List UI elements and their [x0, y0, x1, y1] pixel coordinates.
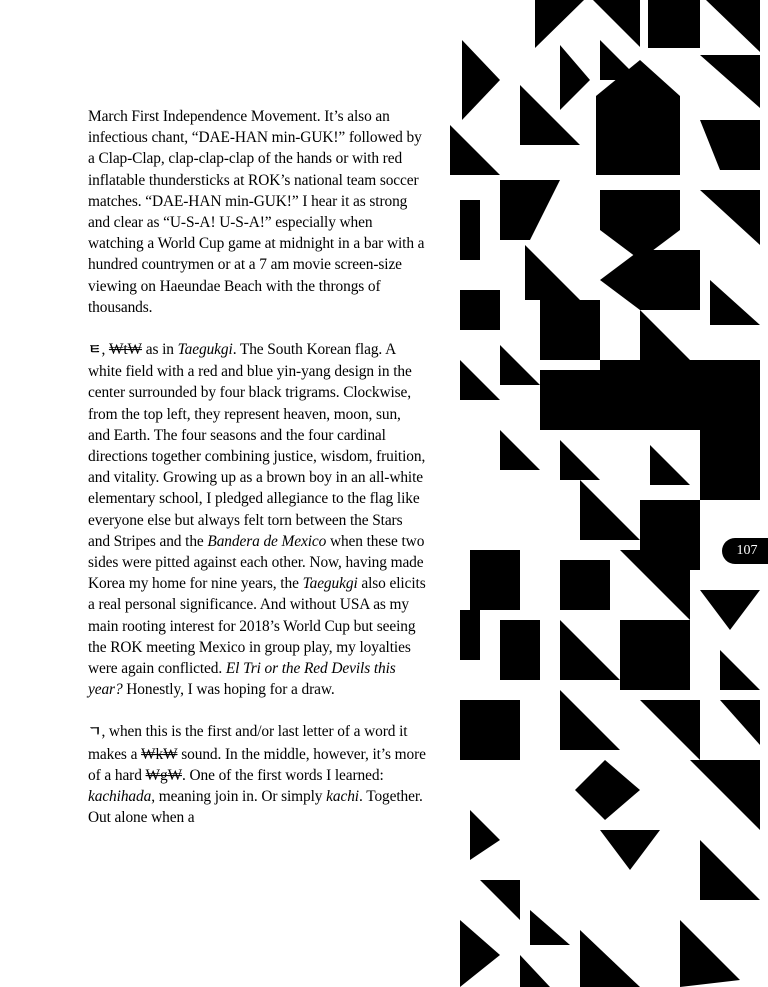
pattern-shape: [560, 620, 620, 680]
italic-term: Taegukgi: [177, 341, 233, 359]
pattern-shape: [500, 180, 560, 240]
pattern-shape: [640, 700, 700, 760]
pattern-shape: [460, 360, 500, 400]
pattern-shape: [462, 40, 500, 120]
pattern-shape: [540, 300, 600, 360]
pattern-shape: [700, 120, 760, 170]
page-number-tab: 107: [722, 538, 768, 564]
pattern-shape: [450, 125, 500, 175]
pattern-shape: [580, 930, 640, 987]
italic-term: Taegukgi: [302, 575, 358, 593]
pattern-shape: [600, 830, 660, 870]
pattern-shape: [700, 590, 760, 630]
pattern-shape: [560, 440, 600, 480]
italic-term: kachihada: [88, 788, 152, 806]
italic-term: El Tri or the Red Devils this year?: [88, 660, 396, 699]
pattern-shape: [460, 290, 500, 330]
pattern-shape: [706, 0, 760, 52]
pattern-shape: [560, 690, 620, 750]
pattern-shape: [720, 700, 760, 745]
paragraph-2: ㅌ, ₩t₩ as in Taegukgi. The South Korean flag. A white field with a red and blue yin-yang design in the center surrounded by four black trigrams. Clockwise, from the top left, they represent heaven, moon, sun, and Earth. The four seasons and the four cardinal directions together combining justice, wisdom, fruition, and vitality. Growing up as a brown boy in an all-white elementary school, I pledged allegiance to the flag like everyone else but always felt torn between the Stars and Stripes and the Bandera de Mexico when these two sides were pitted against each other. Now, having made Korea my home for nine years, the Taegukgi also elicits a real personal significance. And without USA as my main rooting interest for 2018’s World Cup but seeing the ROK meeting Mexico in group play, my loyalties were again conflicted. El Tri or the Red Devils this year? Honestly, I was hoping for a draw.: [88, 341, 426, 699]
pattern-shape: [700, 840, 760, 900]
pattern-shape: [690, 760, 760, 830]
pattern-shape: [470, 550, 520, 610]
pattern-shape: [500, 430, 540, 470]
italic-term: Bandera de Mexico: [207, 532, 327, 550]
paragraph-3: ㄱ, when this is the first and/or last letter of a word it makes a ₩k₩ sound. In the middle, however, it’s more of a hard ₩g₩. One of the first words I learned: kachihada, meaning join in. Or simply kachi. Together. Out alone when a: [88, 723, 426, 827]
pattern-shape: [460, 700, 520, 760]
pattern-shape: [720, 650, 760, 690]
italic-term: kachi: [326, 788, 359, 806]
pattern-shape: [460, 200, 480, 260]
body-text: [88, 106, 426, 850]
pattern-shape: [648, 0, 700, 48]
pattern-shape: [710, 280, 760, 325]
pattern-shape: [535, 0, 584, 48]
pattern-shape: [500, 345, 540, 385]
pattern-shape: [600, 190, 680, 260]
hangul-letter-giyeok: ㄱ: [88, 724, 102, 741]
pattern-shape: [540, 370, 600, 430]
pattern-shape: [525, 245, 580, 300]
pattern-shape: [500, 620, 540, 680]
sound-notation: ₩k₩: [141, 745, 178, 763]
pattern-shape: [560, 45, 590, 110]
pattern-shape: [470, 810, 500, 860]
pattern-shape: [620, 620, 690, 690]
pattern-shape: [650, 445, 690, 485]
pattern-shape: [530, 910, 570, 945]
sound-notation: ₩g₩: [145, 766, 182, 784]
pattern-shape: [460, 610, 480, 660]
pattern-shape: [600, 250, 700, 310]
pattern-shape: [575, 760, 640, 820]
paragraph-1: March First Independence Movement. It’s also an infectious chant, “DAE-HAN min-GUK!” followed by a Clap-Clap, clap-clap-clap of the hands or with red inflatable thundersticks at ROK’s national team soccer matches. “DAE-HAN min-GUK!” I hear it as strong and clear as “U-S-A! U-S-A!” especially when watching a World Cup game at midnight in a bar with a hundred countrymen or at a 7 am movie screen-size viewing on Haeundae Beach with the throngs of thousands.: [88, 108, 425, 316]
pattern-shape: [580, 480, 640, 540]
pattern-shape: [480, 880, 520, 920]
geometric-pattern-decoration: [430, 0, 768, 987]
pattern-shape: [700, 55, 760, 108]
pattern-shape: [700, 190, 760, 245]
sound-notation: ₩t₩: [108, 341, 142, 359]
pattern-shape: [560, 560, 610, 610]
pattern-shape: [460, 920, 500, 987]
hangul-letter-tieut: ㅌ: [88, 342, 102, 359]
pattern-shape: [593, 0, 640, 47]
pattern-shape: [680, 920, 740, 987]
pattern-shape: [620, 550, 690, 620]
pattern-shape: [520, 955, 550, 987]
